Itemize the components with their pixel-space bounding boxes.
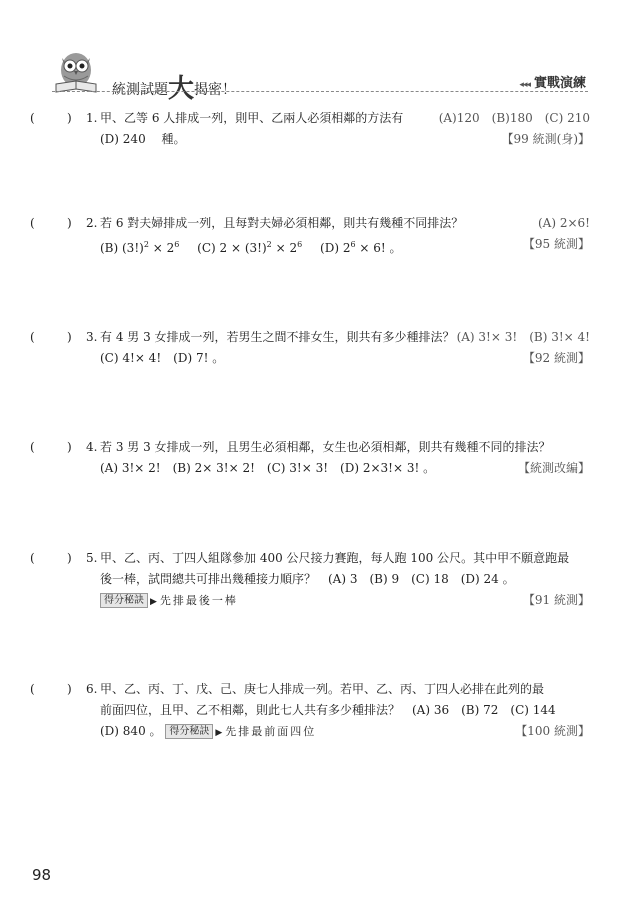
- question-text: 後一棒，試問總共可排出幾種接力順序？ (A) 3 (B) 9 (C) 18 (D) 24 。: [100, 572, 515, 586]
- owl-reading-book-icon: [52, 50, 100, 94]
- question-line: [100, 129, 590, 150]
- question-source: 【99 統測(身)】: [501, 132, 590, 146]
- answer-blank[interactable]: ( ): [30, 330, 72, 344]
- question-source: 【91 統測】: [522, 593, 590, 607]
- header-divider: [52, 91, 588, 92]
- question-line: [100, 213, 590, 234]
- question-options: (D) 840 。: [100, 724, 162, 738]
- question-options: (A) 3!× 2! (B) 2× 3!× 2! (C) 3!× 3! (D) 2×3!× 3! 。: [100, 461, 436, 475]
- option-c: (C) $2 \times (3!)^2 \times 2^6$: [197, 240, 303, 255]
- question-number: 6.: [86, 682, 98, 696]
- answer-blank[interactable]: ( ): [30, 111, 72, 125]
- question-body: [100, 213, 590, 255]
- question-line: [100, 437, 590, 458]
- triple-arrow-icon: ◂◂◂: [519, 80, 530, 90]
- question-number: 1.: [86, 111, 98, 125]
- question-source: 【92 統測】: [522, 351, 590, 365]
- page-number: 98: [32, 866, 52, 884]
- tip-badge: 得分秘訣: [100, 593, 148, 608]
- question-text: 有 4 男 3 女排成一列，若男生之間不排女生，則共有多少種排法？: [100, 330, 455, 344]
- question-line: [100, 700, 590, 721]
- question-number: 3.: [86, 330, 98, 344]
- question-body: [100, 548, 590, 611]
- question-line: [100, 348, 590, 369]
- play-arrow-icon: ▶: [215, 728, 223, 738]
- answer-blank[interactable]: ( ): [30, 440, 72, 454]
- play-arrow-icon: ▶: [150, 597, 157, 607]
- question-line: [100, 548, 590, 569]
- question-text: 若 3 男 3 女排成一列，且男生必須相鄰，女生也必須相鄰，則共有幾種不同的排法？: [100, 440, 551, 454]
- question-options: (D) 240 種。: [100, 132, 186, 146]
- question-body: [100, 437, 590, 479]
- tip-text: 先排最後一棒: [159, 594, 238, 607]
- header-title-big: 大: [168, 74, 195, 104]
- question-body: [100, 327, 590, 369]
- question-options: (A) 2×6!: [538, 216, 590, 230]
- question-source: 【100 統測】: [515, 724, 590, 738]
- question-text: 前面四位，且甲、乙不相鄰，則此七人共有多少種排法？ (A) 36 (B) 72 (C) 144: [100, 703, 556, 717]
- header-title-post: 揭密！: [194, 82, 237, 98]
- question-body: [100, 679, 590, 742]
- question-text: 若 6 對夫婦排成一列，且每對夫婦必須相鄰，則共有幾種不同排法？: [100, 216, 464, 230]
- question-text: 甲、乙、丙、丁、戊、己、庚七人排成一列。若甲、乙、丙、丁四人必排在此列的最: [100, 682, 545, 696]
- question-number: 4.: [86, 440, 98, 454]
- question-options: (A) 3!× 3! (B) 3!× 4!: [456, 330, 590, 344]
- question-text: 甲、乙、丙、丁四人組隊參加 400 公尺接力賽跑，每人跑 100 公尺。其中甲不願意跑最: [100, 551, 570, 565]
- question-number: 5.: [86, 551, 98, 565]
- answer-blank[interactable]: ( ): [30, 551, 72, 565]
- header-title: [112, 68, 236, 105]
- tip-text: 先排最前面四位: [225, 725, 317, 738]
- tip-badge: 得分秘訣: [165, 724, 213, 739]
- answer-blank[interactable]: ( ): [30, 682, 72, 696]
- question-text: 甲、乙等 6 人排成一列，則甲、乙兩人必須相鄰的方法有: [100, 111, 404, 125]
- question-body: [100, 108, 590, 150]
- question-source: 【統測改編】: [517, 461, 590, 475]
- question-source: 【95 統測】: [522, 237, 590, 251]
- question-options: (A)120 (B)180 (C) 210: [438, 111, 590, 125]
- question-number: 2.: [86, 216, 98, 230]
- question-line: [100, 590, 590, 611]
- section-title: 實戰演練: [533, 76, 586, 91]
- question-options: (C) 4!× 4! (D) 7! 。: [100, 351, 225, 365]
- page-header: [0, 0, 638, 104]
- question-line: [100, 679, 590, 700]
- option-b: (B) $(3!)^2 \times 2^6$: [100, 240, 180, 255]
- question-line: [100, 108, 590, 129]
- section-label: [519, 72, 586, 91]
- answer-blank[interactable]: ( ): [30, 216, 72, 230]
- question-line: [100, 721, 590, 742]
- option-d: (D) $2^6 \times 6$! 。: [320, 240, 402, 255]
- question-line: [100, 234, 590, 255]
- header-title-pre: 統測試題: [112, 82, 168, 98]
- question-line: [100, 458, 590, 479]
- question-line: [100, 569, 590, 590]
- question-line: [100, 327, 590, 348]
